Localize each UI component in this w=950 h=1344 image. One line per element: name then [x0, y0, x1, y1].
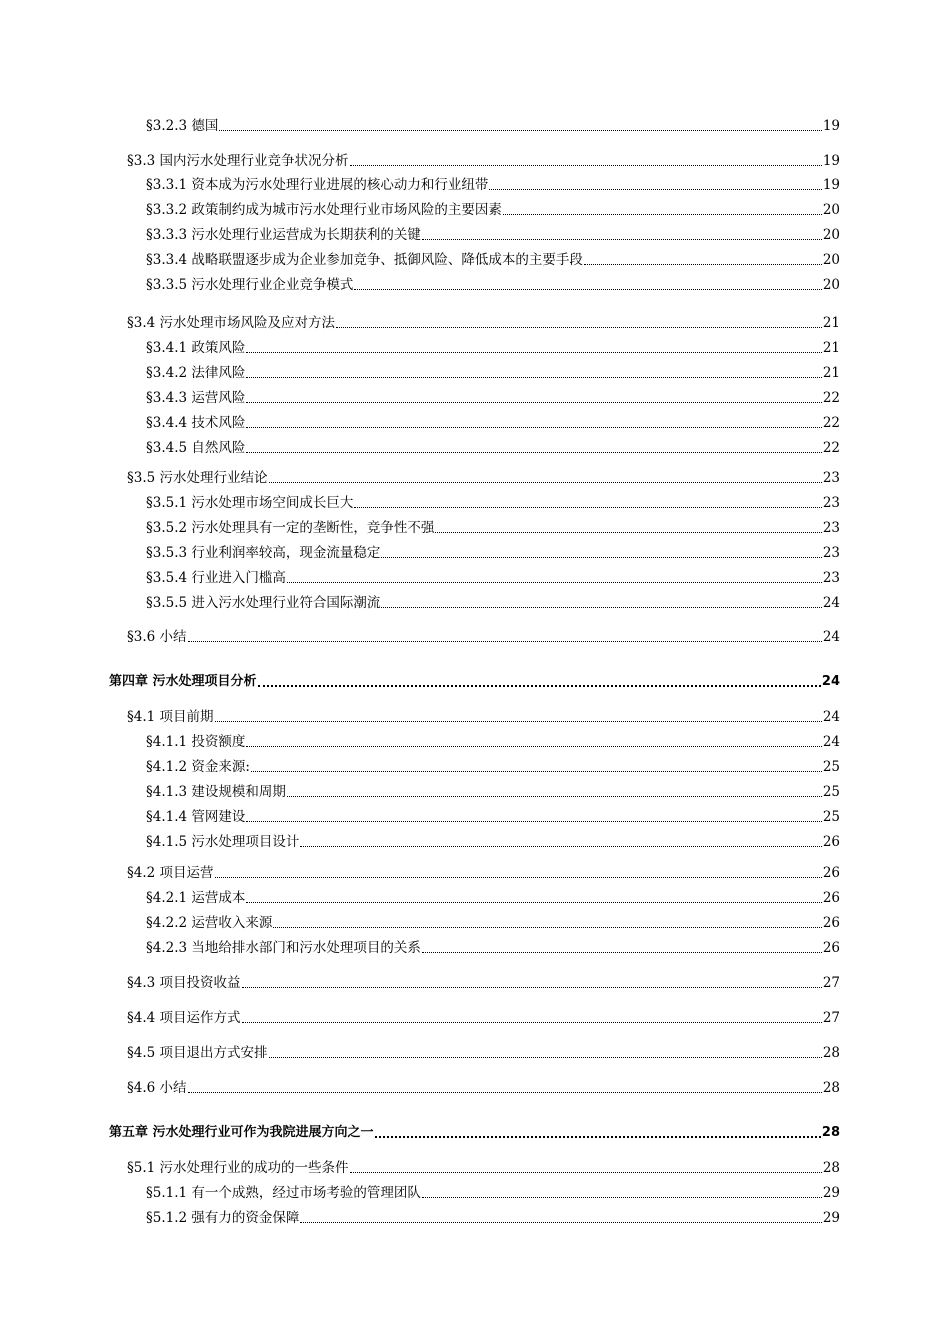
toc-entry-title: §3.5 污水处理行业结论	[127, 470, 268, 486]
toc-entry-page-number: 24	[822, 709, 840, 725]
toc-entry[interactable]	[146, 272, 840, 294]
dot-leader	[188, 641, 822, 642]
toc-entry-title: §4.1.5 污水处理项目设计	[146, 834, 300, 850]
toc-entry[interactable]	[146, 360, 840, 382]
toc-entry-page-number: 29	[822, 1185, 840, 1201]
dot-leader	[242, 1022, 822, 1023]
toc-entry-page-number: 23	[822, 495, 840, 511]
toc-entry-title: §5.1 污水处理行业的成功的一些条件	[127, 1160, 349, 1176]
toc-entry-title: §4.2 项目运营	[127, 865, 214, 881]
toc-entry-page-number: 26	[822, 940, 840, 956]
dot-leader	[251, 771, 822, 772]
toc-entry-page-number: 23	[822, 570, 840, 586]
toc-chapter-entry[interactable]	[109, 1120, 840, 1142]
toc-entry[interactable]	[146, 590, 840, 612]
toc-entry-page-number: 19	[822, 153, 840, 169]
toc-entry-page-number: 23	[822, 545, 840, 561]
dot-leader	[375, 1136, 821, 1138]
dot-leader	[489, 189, 821, 190]
toc-entry[interactable]	[127, 1075, 840, 1097]
toc-entry-title: §3.5.5 进入污水处理行业符合国际潮流	[146, 595, 381, 611]
toc-entry[interactable]	[146, 935, 840, 957]
toc-entry-page-number: 22	[822, 390, 840, 406]
toc-entry-page-number: 24	[822, 734, 840, 750]
dot-leader	[300, 1222, 821, 1223]
toc-entry[interactable]	[146, 247, 840, 269]
toc-entry-title: §3.3.3 污水处理行业运营成为长期获利的关键	[146, 227, 421, 243]
toc-entry-page-number: 20	[822, 277, 840, 293]
toc-entry-title: §3.5.3 行业利润率较高，现金流量稳定	[146, 545, 381, 561]
dot-leader	[258, 685, 821, 687]
toc-entry-page-number: 29	[822, 1210, 840, 1226]
toc-entry[interactable]	[146, 540, 840, 562]
toc-entry-title: §3.3 国内污水处理行业竞争状况分析	[127, 153, 349, 169]
toc-entry[interactable]	[146, 885, 840, 907]
toc-entry-page-number: 28	[821, 1125, 840, 1140]
dot-leader	[435, 532, 821, 533]
toc-entry-title: §3.3.1 资本成为污水处理行业进展的核心动力和行业纽带	[146, 177, 489, 193]
toc-entry-page-number: 27	[822, 1010, 840, 1026]
toc-entry[interactable]	[146, 804, 840, 826]
toc-entry[interactable]	[146, 729, 840, 751]
dot-leader	[422, 1197, 822, 1198]
toc-entry-page-number: 28	[822, 1045, 840, 1061]
toc-entry-page-number: 23	[822, 470, 840, 486]
dot-leader	[381, 557, 821, 558]
dot-leader	[584, 264, 822, 265]
toc-entry-title: §3.4.3 运营风险	[146, 390, 246, 406]
toc-entry-page-number: 20	[822, 227, 840, 243]
dot-leader	[246, 377, 821, 378]
toc-entry-page-number: 24	[822, 629, 840, 645]
toc-entry-page-number: 25	[822, 759, 840, 775]
toc-entry-title: §3.5.1 污水处理市场空间成长巨大	[146, 495, 354, 511]
dot-leader	[422, 952, 822, 953]
toc-entry[interactable]	[146, 172, 840, 194]
dot-leader	[246, 821, 821, 822]
toc-entry[interactable]	[127, 1005, 840, 1027]
dot-leader	[246, 352, 821, 353]
dot-leader	[246, 402, 821, 403]
dot-leader	[246, 427, 821, 428]
toc-entry-page-number: 20	[822, 202, 840, 218]
toc-entry-title: §3.3.5 污水处理行业企业竞争模式	[146, 277, 354, 293]
dot-leader	[350, 165, 822, 166]
dot-leader	[381, 607, 821, 608]
toc-entry-page-number: 22	[822, 415, 840, 431]
toc-entry[interactable]	[127, 860, 840, 882]
toc-entry-page-number: 27	[822, 975, 840, 991]
toc-entry[interactable]	[127, 310, 840, 332]
toc-entry-title: §4.2.3 当地给排水部门和污水处理项目的关系	[146, 940, 421, 956]
toc-entry[interactable]	[146, 490, 840, 512]
dot-leader	[350, 1172, 822, 1173]
toc-entry-title: §3.4.1 政策风险	[146, 340, 246, 356]
toc-entry[interactable]	[146, 754, 840, 776]
toc-entry-title: §4.3 项目投资收益	[127, 975, 241, 991]
toc-entry-page-number: 21	[822, 340, 840, 356]
toc-entry-page-number: 22	[822, 440, 840, 456]
toc-entry-title: §4.1.4 管网建设	[146, 809, 246, 825]
toc-entry[interactable]	[146, 113, 840, 135]
dot-leader	[215, 877, 822, 878]
toc-entry[interactable]	[127, 148, 840, 170]
toc-entry-page-number: 26	[822, 915, 840, 931]
toc-entry[interactable]	[146, 197, 840, 219]
toc-entry[interactable]	[146, 435, 840, 457]
toc-entry-page-number: 26	[822, 834, 840, 850]
toc-entry-title: §4.4 项目运作方式	[127, 1010, 241, 1026]
toc-entry-title: §4.6 小结	[127, 1080, 187, 1096]
toc-entry-page-number: 21	[822, 315, 840, 331]
toc-entry-title: §3.3.4 战略联盟逐步成为企业参加竞争、抵御风险、降低成本的主要手段	[146, 252, 583, 268]
toc-entry[interactable]	[146, 829, 840, 851]
toc-entry-title: 第五章 污水处理行业可作为我院进展方向之一	[109, 1125, 374, 1140]
dot-leader	[287, 582, 822, 583]
toc-entry[interactable]	[146, 410, 840, 432]
toc-entry-page-number: 19	[822, 177, 840, 193]
dot-leader	[422, 239, 822, 240]
dot-leader	[354, 289, 821, 290]
toc-entry-title: §3.2.3 德国	[146, 118, 219, 134]
toc-entry-title: §5.1.1 有一个成熟，经过市场考验的管理团队	[146, 1185, 421, 1201]
toc-entry-title: §3.5.2 污水处理具有一定的垄断性，竞争性不强	[146, 520, 435, 536]
dot-leader	[269, 1057, 822, 1058]
toc-chapter-entry[interactable]	[109, 669, 840, 691]
toc-entry-title: §3.6 小结	[127, 629, 187, 645]
toc-entry[interactable]	[146, 910, 840, 932]
toc-entry-title: 第四章 污水处理项目分析	[109, 674, 257, 689]
toc-entry-page-number: 26	[822, 865, 840, 881]
toc-entry-title: §5.1.2 强有力的资金保障	[146, 1210, 300, 1226]
toc-entry-page-number: 28	[822, 1080, 840, 1096]
toc-entry[interactable]	[146, 515, 840, 537]
dot-leader	[300, 846, 821, 847]
toc-entry[interactable]	[146, 335, 840, 357]
dot-leader	[503, 214, 822, 215]
toc-entry-page-number: 24	[822, 595, 840, 611]
toc-entry-page-number: 24	[821, 674, 840, 689]
dot-leader	[188, 1092, 822, 1093]
dot-leader	[215, 721, 822, 722]
toc-entry-title: §4.1.2 资金来源:	[146, 759, 250, 775]
dot-leader	[246, 746, 821, 747]
toc-entry[interactable]	[146, 222, 840, 244]
toc-entry-title: §3.4.2 法律风险	[146, 365, 246, 381]
toc-entry-page-number: 20	[822, 252, 840, 268]
toc-entry[interactable]	[127, 1040, 840, 1062]
toc-entry-page-number: 19	[822, 118, 840, 134]
toc-entry[interactable]	[146, 1180, 840, 1202]
toc-entry[interactable]	[127, 1155, 840, 1177]
dot-leader	[273, 927, 821, 928]
toc-entry-title: §3.3.2 政策制约成为城市污水处理行业市场风险的主要因素	[146, 202, 502, 218]
toc-entry[interactable]	[127, 624, 840, 646]
dot-leader	[354, 507, 821, 508]
toc-entry-page-number: 23	[822, 520, 840, 536]
toc-entry-page-number: 25	[822, 809, 840, 825]
toc-entry-page-number: 21	[822, 365, 840, 381]
toc-entry-title: §4.1.3 建设规模和周期	[146, 784, 286, 800]
toc-entry-title: §3.5.4 行业进入门槛高	[146, 570, 286, 586]
toc-entry-title: §4.2.1 运营成本	[146, 890, 246, 906]
toc-entry[interactable]	[127, 970, 840, 992]
toc-entry-title: §4.2.2 运营收入来源	[146, 915, 273, 931]
toc-entry[interactable]	[146, 385, 840, 407]
toc-entry-page-number: 26	[822, 890, 840, 906]
toc-entry-title: §3.4.4 技术风险	[146, 415, 246, 431]
toc-entry-page-number: 28	[822, 1160, 840, 1176]
dot-leader	[246, 902, 821, 903]
toc-entry-title: §3.4 污水处理市场风险及应对方法	[127, 315, 336, 331]
toc-entry[interactable]	[146, 779, 840, 801]
toc-entry-title: §4.1 项目前期	[127, 709, 214, 725]
dot-leader	[246, 452, 821, 453]
toc-entry[interactable]	[146, 565, 840, 587]
toc-entry-title: §4.1.1 投资额度	[146, 734, 246, 750]
dot-leader	[287, 796, 822, 797]
dot-leader	[336, 327, 822, 328]
toc-entry[interactable]	[146, 1205, 840, 1227]
toc-entry[interactable]	[127, 704, 840, 726]
dot-leader	[269, 482, 822, 483]
dot-leader	[242, 987, 822, 988]
toc-entry-title: §4.5 项目退出方式安排	[127, 1045, 268, 1061]
toc-entry[interactable]	[127, 465, 840, 487]
toc-entry-page-number: 25	[822, 784, 840, 800]
dot-leader	[219, 130, 821, 131]
toc-entry-title: §3.4.5 自然风险	[146, 440, 246, 456]
